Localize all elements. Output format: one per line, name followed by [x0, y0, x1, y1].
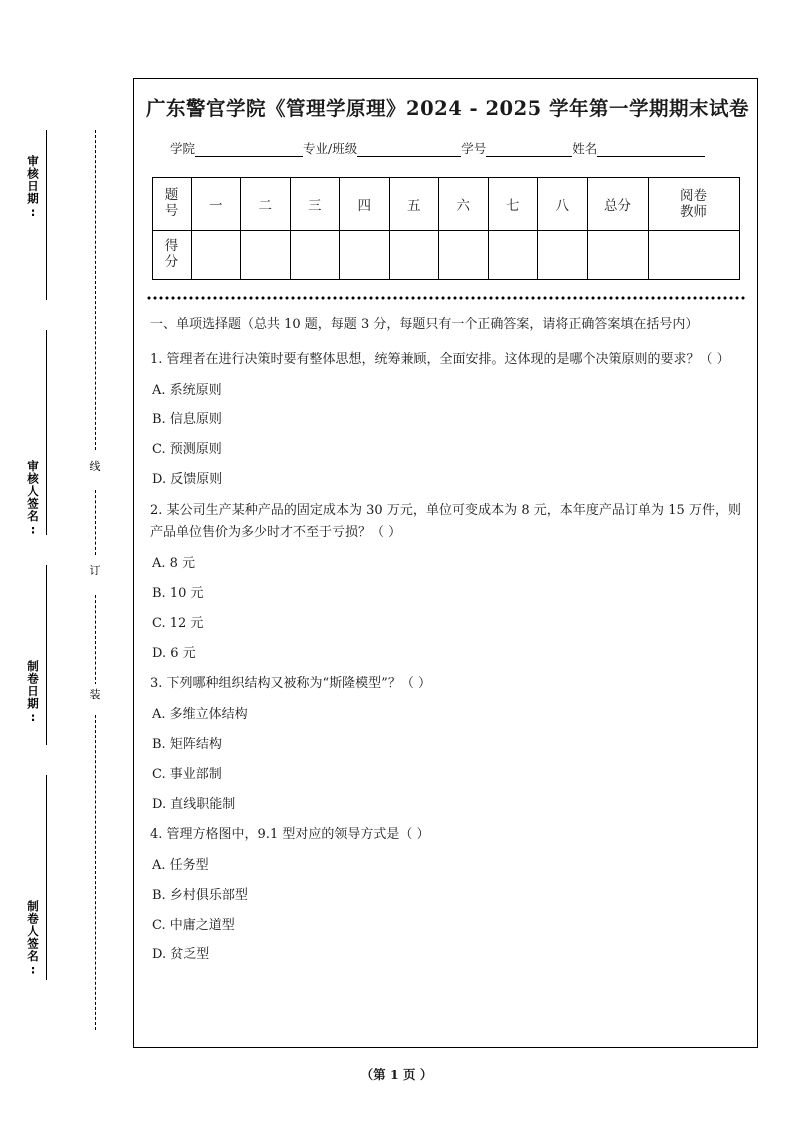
question-3-stem: 3. 下列哪种组织结构又被称为“斯隆模型”？（ ） [150, 676, 431, 692]
score-table [152, 177, 740, 280]
field-college-input[interactable] [195, 143, 303, 157]
question-1-option-d[interactable]: D. 反馈原则 [152, 471, 223, 487]
field-college [170, 139, 303, 157]
field-student-id [461, 139, 572, 157]
row-label-score [152, 231, 191, 280]
col-header-7: 七 [488, 178, 538, 231]
score-cell-grader[interactable] [648, 231, 739, 280]
margin-label-review-date: 审核日期: [26, 155, 40, 220]
binding-dash-4 [95, 715, 96, 1030]
col-header-3: 三 [290, 178, 340, 231]
binding-char-staple: 订 [88, 560, 102, 580]
col-header-8: 八 [538, 178, 588, 231]
row-label-score-char2: 分 [164, 254, 179, 270]
exam-body [146, 314, 745, 966]
table-row-scores [152, 231, 739, 280]
col-header-6: 六 [439, 178, 489, 231]
question-4-option-a[interactable]: A. 任务型 [152, 858, 209, 874]
margin-rule-2 [46, 330, 47, 535]
col-header-grader-line2: 教师 [680, 204, 707, 220]
student-info-line [146, 139, 745, 157]
field-college-label: 学院 [170, 141, 196, 156]
margin-label-make-sign: 制卷人签名: [26, 900, 40, 978]
question-1-option-b[interactable]: B. 信息原则 [152, 412, 222, 428]
question-2-option-c[interactable]: C. 12 元 [152, 615, 204, 631]
question-3-option-d[interactable]: D. 直线职能制 [152, 796, 236, 812]
page-footer: （第 1 页 ） [360, 1067, 433, 1082]
score-cell-4[interactable] [340, 231, 390, 280]
row-label-question-no [152, 178, 191, 231]
margin-rule-4 [46, 775, 47, 980]
binding-char-bind: 装 [88, 684, 102, 704]
col-header-4: 四 [340, 178, 390, 231]
col-header-grader-line1: 阅卷 [680, 187, 707, 204]
row-label-score-char1: 得 [164, 238, 179, 255]
field-student-id-input[interactable] [486, 143, 572, 157]
question-4-option-b[interactable]: B. 乡村俱乐部型 [152, 887, 248, 903]
question-2-option-a[interactable]: A. 8 元 [152, 556, 196, 572]
margin-rule-3 [46, 565, 47, 745]
question-2-stem: 2. 某公司生产某种产品的固定成本为 30 万元，单位可变成本为 8 元，本年度产品订单为 15 万件，则产品单位售价为多少时才不至于亏损？（ ） [150, 502, 741, 541]
question-3-option-b[interactable]: B. 矩阵结构 [152, 736, 222, 752]
question-1-option-a[interactable]: A. 系统原则 [152, 382, 222, 398]
left-margin-annotations [0, 0, 120, 1122]
binding-dash-1 [95, 130, 96, 450]
section-heading-1: 一、单项选择题（总共 10 题，每题 3 分，每题只有一个正确答案，请将正确答案填在括号内） [150, 317, 699, 332]
binding-char-line: 线 [88, 456, 102, 476]
field-major-class-input[interactable] [357, 143, 461, 157]
question-2-option-b[interactable]: B. 10 元 [152, 585, 204, 601]
question-3 [150, 673, 741, 815]
question-4-stem: 4. 管理方格图中，9.1 型对应的领导方式是（ ） [150, 827, 430, 843]
score-cell-5[interactable] [389, 231, 439, 280]
question-1-option-c[interactable]: C. 预测原则 [152, 442, 222, 458]
score-cell-6[interactable] [439, 231, 489, 280]
row-label-question-no-char1: 题 [164, 187, 179, 204]
field-student-id-label: 学号 [461, 141, 487, 156]
dotted-separator [146, 296, 745, 300]
page-title: 广东警官学院《管理学原理》2024 - 2025 学年第一学期期末试卷 [146, 97, 750, 120]
binding-dash-2 [95, 490, 96, 555]
margin-rule-1 [46, 130, 47, 300]
question-2 [150, 500, 741, 665]
col-header-2: 二 [241, 178, 291, 231]
margin-label-review-sign: 审核人签名: [26, 460, 40, 538]
question-4-option-d[interactable]: D. 贫乏型 [152, 947, 210, 963]
field-name-label: 姓名 [572, 141, 598, 156]
exam-sheet [133, 78, 758, 1048]
question-4 [150, 824, 741, 966]
score-cell-2[interactable] [241, 231, 291, 280]
question-1 [150, 349, 741, 491]
score-cell-1[interactable] [191, 231, 241, 280]
score-cell-total[interactable] [587, 231, 648, 280]
question-3-option-c[interactable]: C. 事业部制 [152, 766, 222, 782]
col-header-total: 总分 [587, 178, 648, 231]
question-2-option-d[interactable]: D. 6 元 [152, 645, 196, 661]
score-cell-8[interactable] [538, 231, 588, 280]
row-label-question-no-char2: 号 [164, 203, 179, 219]
field-major-class [303, 139, 461, 157]
field-name-input[interactable] [597, 143, 705, 157]
col-header-5: 五 [389, 178, 439, 231]
col-header-1: 一 [191, 178, 241, 231]
col-header-grader [648, 178, 739, 231]
table-row-question-numbers [152, 178, 739, 231]
question-4-option-c[interactable]: C. 中庸之道型 [152, 917, 235, 933]
question-3-option-a[interactable]: A. 多维立体结构 [152, 707, 248, 723]
field-major-class-label: 专业/班级 [303, 141, 358, 156]
margin-label-make-date: 制卷日期: [26, 660, 40, 725]
field-name [572, 139, 705, 157]
score-cell-7[interactable] [488, 231, 538, 280]
binding-dash-3 [95, 595, 96, 685]
question-1-stem: 1. 管理者在进行决策时要有整体思想，统筹兼顾，全面安排。这体现的是哪个决策原则的要求？（ ） [150, 351, 730, 367]
score-cell-3[interactable] [290, 231, 340, 280]
